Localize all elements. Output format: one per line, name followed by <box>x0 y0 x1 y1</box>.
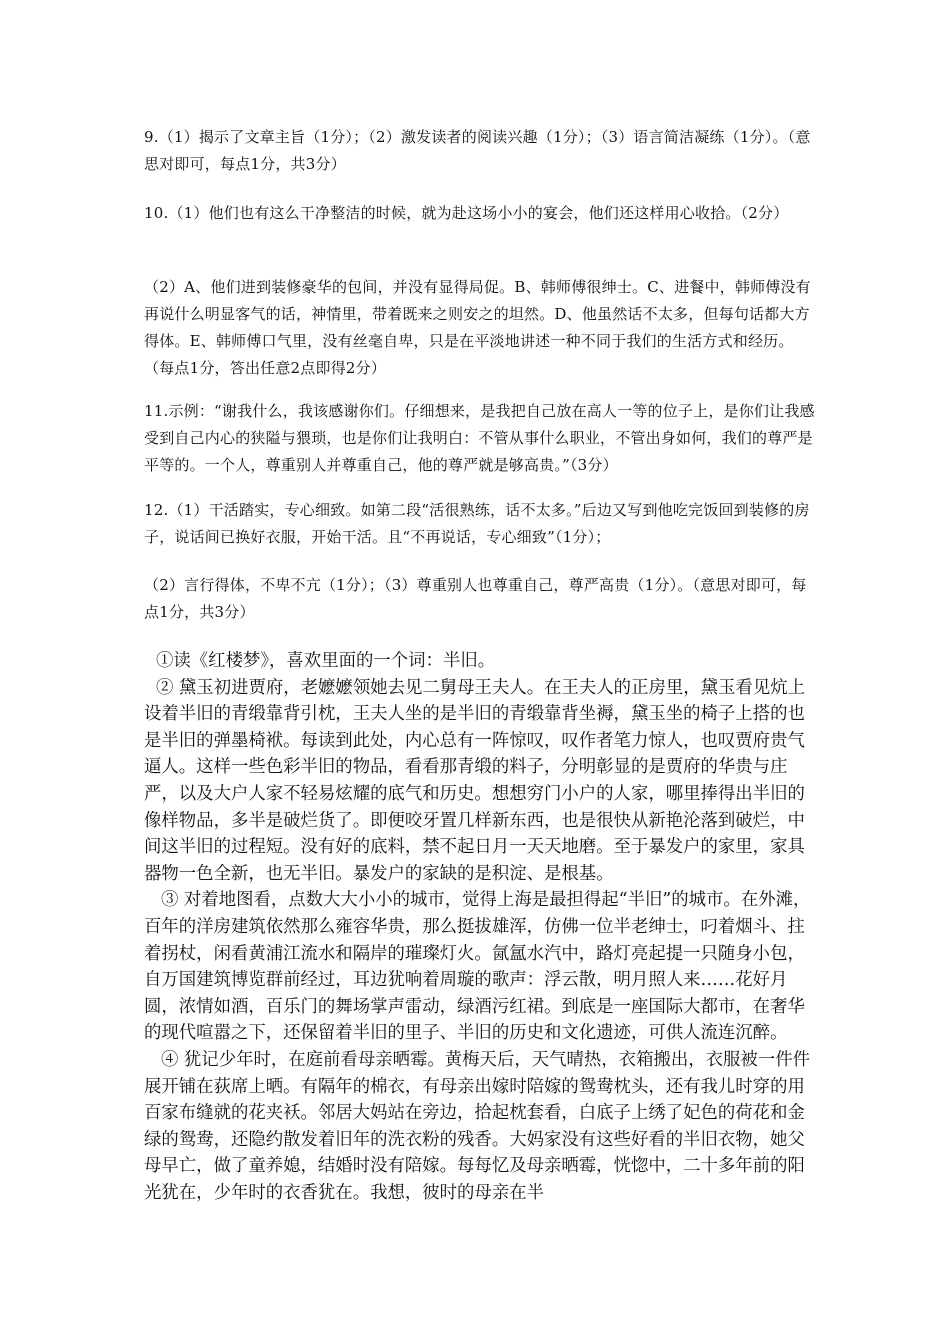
passage-paragraph-1: ①读《红楼梦》，喜欢里面的一个词：半旧。 <box>156 651 496 671</box>
answer-q12-part2: （2）言行得体，不卑不亢（1分）；（3）尊重别人也尊重自己，尊严高贵（1分）。（意思对即可，每点1分，共3分） <box>144 576 807 621</box>
answer-q10-part1: 10.（1）他们也有这么干净整洁的时候，就为赴这场小小的宴会，他们还这样用心收拾。（2分） <box>144 204 789 222</box>
passage-paragraph-4: ④ 犹记少年时，在庭前看母亲晒霉。黄梅天后，天气晴热，衣箱搬出，衣服被一件件展开铺在荻席上晒。有隔年的棉衣，有母亲出嫁时陪嫁的鸳鸯枕头，还有我儿时穿的用百家布缝就的花夹袄。邻居大妈站在旁边，拾起枕套看，白底子上绣了妃色的荷花和金绿的鸳鸯，还隐约散发着旧年的洗衣粉的残香。大妈家没有这些好看的半旧衣物，她父母早亡，做了童养媳，结婚时没有陪嫁。每每忆及母亲晒霉，恍惚中，二十多年前的阳光犹在，少年时的衣香犹在。我想，彼时的母亲在半 <box>144 1049 810 1203</box>
passage-paragraph-2: ② 黛玉初进贾府，老嬷嬷领她去见二舅母王夫人。在王夫人的正房里，黛玉看见炕上设着半旧的青缎靠背引枕，王夫人坐的是半旧的青缎靠背坐褥，黛玉坐的椅子上搭的也是半旧的弹墨椅袱。每读到此处，内心总有一阵惊叹，叹作者笔力惊人，也叹贾府贵气逼人。这样一些色彩半旧的物品，看看那青缎的料子，分明彰显的是贾府的华贵与庄严，以及大户人家不轻易炫耀的底气和历史。想想穷门小户的人家，哪里捧得出半旧的像样物品，多半是破烂货了。即便咬牙置几样新东西，也是很快从新艳沦落到破烂，中间这半旧的过程短。没有好的底料，禁不起日月一天天地磨。至于暴发户的家里，家具器物一色全新，也无半旧。暴发户的家缺的是积淀、是根基。 <box>144 677 805 884</box>
answer-q12-part1: 12.（1）干活踏实，专心细致。如第二段“活很熟练，话不太多。”后边又写到他吃完饭回到装修的房子，说话间已换好衣服，开始干活。且“不再说话，专心细致”（1分）； <box>144 501 810 546</box>
passage-paragraph-3: ③ 对着地图看，点数大大小小的城市，觉得上海是最担得起“半旧”的城市。在外滩，百年的洋房建筑依然那么雍容华贵，那么挺拔雄浑，仿佛一位半老绅士，叼着烟斗、拄着拐杖，闲看黄浦江流水和隔岸的璀璨灯火。氤氲水汽中，路灯亮起提一只随身小包，自万国建筑博览群前经过，耳边犹响着周璇的歌声：浮云散，明月照人来……花好月圆，浓情如酒，百乐门的舞场掌声雷动，绿酒污红裙。到底是一座国际大都市，在奢华的现代喧嚣之下，还保留着半旧的里子、半旧的历史和文化遗迹，可供人流连沉醉。 <box>144 890 811 1044</box>
reading-passage <box>144 648 814 1206</box>
answer-q10-part2: （2）A、他们进到装修豪华的包间，并没有显得局促。B、韩师傅很绅士。C、进餐中，韩师傅没有再说什么明显客气的话，神情里，带着既来之则安之的坦然。D、他虽然话不太多，但每句话都大方得体。E、韩师傅口气里，没有丝毫自卑，只是在平淡地讲述一种不同于我们的生活方式和经历。（每点1分，答出任意2点即得2分） <box>144 278 811 377</box>
answer-q11: 11.示例：“谢我什么，我该感谢你们。仔细想来，是我把自己放在高人一等的位子上，是你们让我感受到自己内心的狭隘与猥琐，也是你们让我明白：不管从事什么职业，不管出身如何，我们的尊严是平等的。一个人，尊重别人并尊重自己，他的尊严就是够高贵。”（3分） <box>144 402 815 474</box>
answer-q9: 9.（1）揭示了文章主旨（1分）；（2）激发读者的阅读兴趣（1分）；（3）语言简洁凝练（1分）。（意思对即可，每点1分，共3分） <box>144 128 811 173</box>
